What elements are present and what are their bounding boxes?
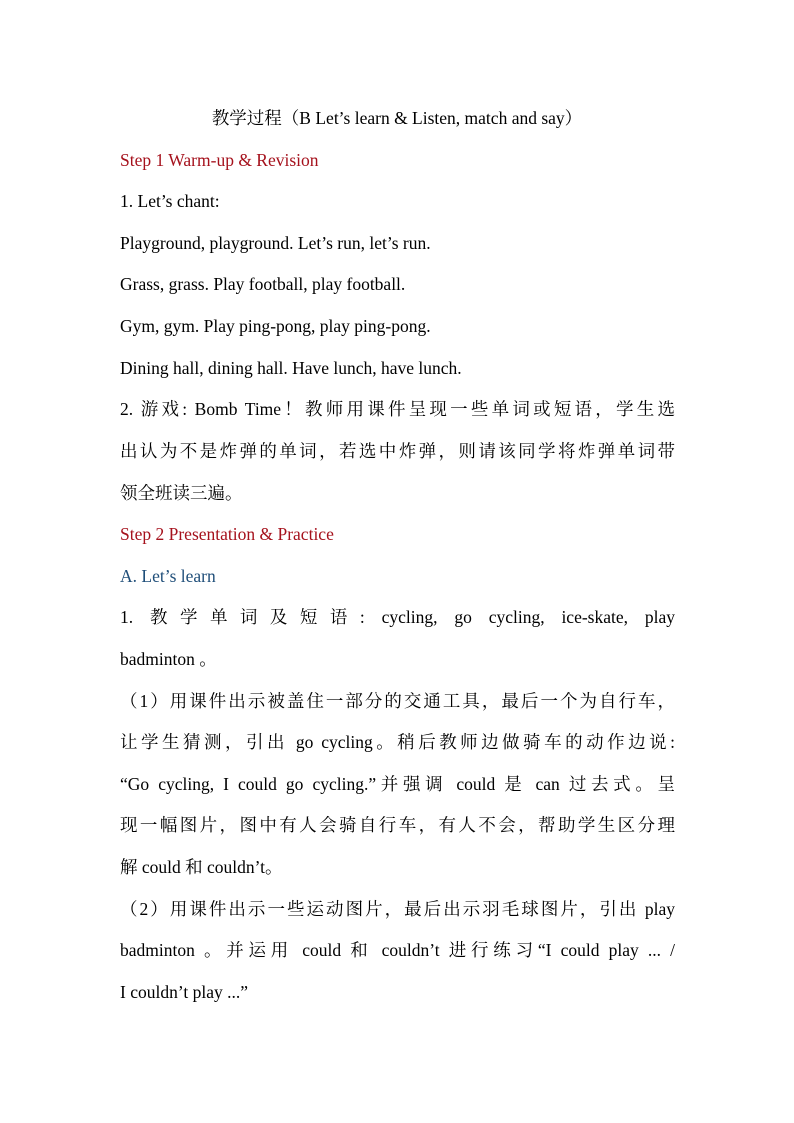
game-line: 2. 游戏: Bomb Time！教师用课件呈现一些单词或短语，学生选 [120,399,675,419]
paragraph-2-line: （2）用课件出示一些运动图片，最后出示羽毛球图片，引出 play [120,899,675,919]
paragraph-2-line: I couldn’t play ...” [120,982,248,1002]
paragraph-1-line: 让学生猜测，引出 go cycling。稍后教师边做骑车的动作边说: [120,732,675,752]
chant-line: Playground, playground. Let’s run, let’s run. [120,233,431,253]
chant-line: Grass, grass. Play football, play football. [120,274,406,294]
paragraph-1-line: “Go cycling, I could go cycling.”并强调 could 是 can 过去式。呈 [120,774,675,794]
chant-line: Gym, gym. Play ping-pong, play ping-pong. [120,316,431,336]
paragraph-1-line: 现一幅图片，图中有人会骑自行车，有人不会，帮助学生区分理 [120,815,675,835]
vocab-line: badminton 。 [120,649,217,669]
chant-label: 1. Let’s chant: [120,191,220,211]
section-a-heading: A. Let’s learn [120,566,216,586]
step2-heading: Step 2 Presentation & Practice [120,524,334,544]
game-line: 领全班读三遍。 [120,483,243,503]
chant-line: Dining hall, dining hall. Have lunch, have lunch. [120,358,462,378]
vocab-line: 1. 教学单词及短语: cycling, go cycling, ice-skate, play [120,607,675,627]
game-line: 出认为不是炸弹的单词，若选中炸弹，则请该同学将炸弹单词带 [120,441,675,461]
step1-heading: Step 1 Warm-up & Revision [120,150,319,170]
paragraph-1-line: （1）用课件出示被盖住一部分的交通工具，最后一个为自行车， [120,691,675,711]
paragraph-2-line: badminton 。并运用 could 和 couldn’t 进行练习“I could play ... / [120,940,675,960]
paragraph-1-line: 解 could 和 couldn’t。 [120,857,283,877]
page-title: 教学过程（B Let’s learn & Listen, match and say） [211,108,583,128]
